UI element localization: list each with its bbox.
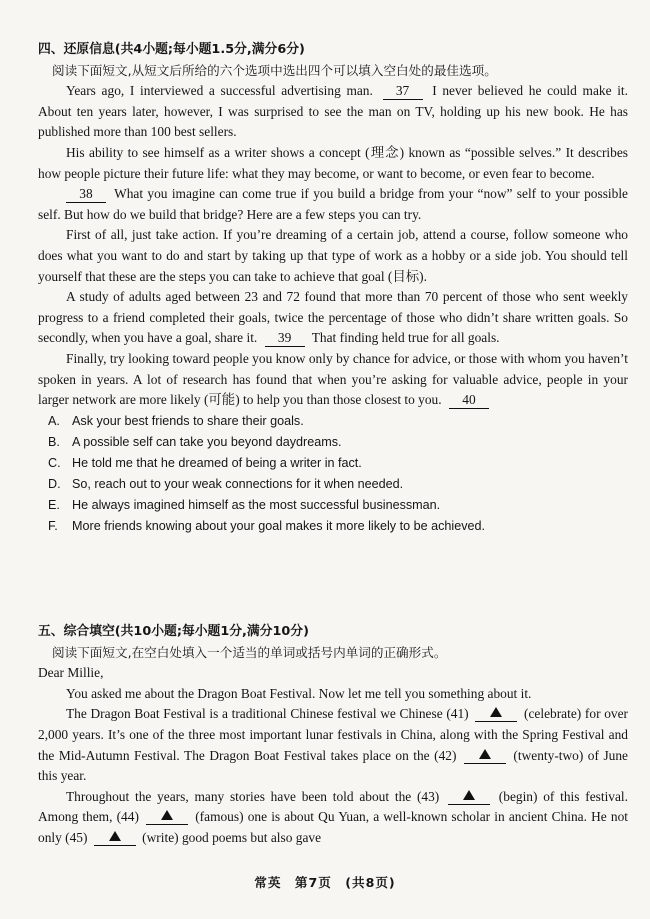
fill-blank-42[interactable] [464, 749, 506, 764]
option-text: He told me that he dreamed of being a writer in fact. [72, 455, 362, 470]
letter-paragraph-1: You asked me about the Dragon Boat Festival. Now let me tell you something about it. [66, 685, 532, 701]
option-a[interactable] [38, 411, 628, 432]
section-5 [38, 622, 628, 849]
option-letter: B. [48, 434, 60, 449]
paragraph-text: (twenty-two) of June this year. [38, 747, 629, 784]
paragraph-text: What you imagine can come true if you build a bridge from your “now” self to your possible self. But how do we build that bridge? Here are a few steps you can try. [38, 186, 628, 222]
letter-paragraph-3 [38, 787, 628, 849]
option-text: Ask your best friends to share their goals. [72, 413, 304, 428]
passage-paragraph-5 [38, 287, 628, 349]
answer-blank-39[interactable]: 39 [265, 330, 305, 347]
triangle-marker-icon [490, 707, 502, 717]
section-4-heading: 四、还原信息(共4小题;每小题1.5分,满分6分) [38, 42, 305, 57]
option-b[interactable] [38, 432, 628, 453]
page-footer [0, 873, 650, 894]
options-list [38, 411, 628, 537]
paragraph-text: Years ago, I interviewed a successful advertising man. [66, 83, 379, 99]
option-text: So, reach out to your weak connections for it when needed. [72, 476, 404, 491]
section-5-instruction: 阅读下面短文,在空白处填入一个适当的单词或括号内单词的正确形式。 [52, 644, 447, 660]
fill-blank-41[interactable] [475, 707, 517, 722]
answer-blank-37[interactable]: 37 [383, 83, 423, 100]
answer-blank-38[interactable]: 38 [66, 186, 106, 203]
paragraph-text: Finally, try looking toward people you know only by chance for advice, or those with whom you haven’t spoken in years. A lot of research has found that when you’re asking for valuable advice, people in your larger network are more likely (可能) to help you than those closest to you. [38, 350, 628, 408]
footer-total-pages: (共8页) [345, 875, 396, 890]
paragraph-text: A study of adults aged between 23 and 72 found that more than 70 percent of those who sent weekly progress to a friend completed their goals, twice the percentage of those who didn’t share written goals. So secondly, when you have a goal, share it. [38, 289, 628, 346]
paragraph-text: The Dragon Boat Festival is a traditional Chinese festival we Chinese (41) [66, 706, 473, 722]
footer-page-number: 第7页 [294, 875, 332, 890]
paragraph-text: Throughout the years, many stories have been told about the (43) [66, 788, 446, 804]
option-letter: A. [48, 413, 60, 428]
letter-greeting: Dear Millie, [38, 665, 104, 681]
triangle-marker-icon [463, 790, 475, 800]
paragraph-text: That finding held true for all goals. [308, 330, 500, 346]
paragraph-text: I never believed he could make it. About ten years later, however, I was surprised to see the man on TV, holding up his new book. He has published more than 100 best sellers. [38, 83, 628, 140]
paragraph-text: (write) good poems but also gave [138, 829, 322, 845]
option-letter: E. [48, 497, 60, 512]
passage-paragraph-3 [38, 184, 628, 225]
option-f[interactable] [38, 516, 628, 537]
option-letter: D. [48, 476, 61, 491]
passage-paragraph-4: First of all, just take action. If you’re dreaming of a certain job, attend a course, follow someone who does what you want to do and start by taking up that type of work as a hobby or a side job. You should tell yourself that these are the steps you can take to achieve that goal (目标). [38, 227, 628, 284]
option-letter: C. [48, 455, 61, 470]
triangle-marker-icon [109, 831, 121, 841]
letter-paragraph-2 [38, 704, 628, 786]
option-text: More friends knowing about your goal makes it more likely to be achieved. [72, 518, 486, 533]
passage-paragraph-6 [38, 349, 628, 411]
footer-label: 常英 [254, 875, 282, 890]
option-c[interactable] [38, 453, 628, 474]
option-text: He always imagined himself as the most successful businessman. [72, 497, 441, 512]
paragraph-text: (celebrate) for over 2,000 years. It’s one of the three most important lunar festivals in China, along with the Spring Festival and the Mid-Autumn Festival. The Dragon Boat Festival takes place on the (42) [38, 706, 628, 763]
option-d[interactable] [38, 474, 628, 495]
section-4 [38, 40, 628, 537]
option-letter: F. [48, 518, 58, 533]
fill-blank-43[interactable] [448, 790, 490, 805]
passage-paragraph-1 [38, 81, 628, 143]
triangle-marker-icon [479, 749, 491, 759]
paragraph-text: (famous) one is about Qu Yuan, a well-known scholar in ancient China. He not only (45) [38, 809, 628, 845]
section-4-instruction: 阅读下面短文,从短文后所给的六个选项中选出四个可以填入空白处的最佳选项。 [52, 62, 497, 78]
answer-blank-40[interactable]: 40 [449, 392, 489, 409]
passage-paragraph-2: His ability to see himself as a writer shows a concept (理念) known as “possible selves.” It describes how people picture their future life: what they may become, or want to become, or even fear to become. [38, 144, 628, 181]
section-5-heading: 五、综合填空(共10小题;每小题1分,满分10分) [38, 624, 309, 639]
fill-blank-44[interactable] [146, 810, 188, 825]
option-e[interactable] [38, 495, 628, 516]
option-text: A possible self can take you beyond daydreams. [72, 434, 342, 449]
fill-blank-45[interactable] [94, 831, 136, 846]
paragraph-text: (begin) of this festival. Among them, (44) [38, 788, 628, 825]
triangle-marker-icon [161, 810, 173, 820]
